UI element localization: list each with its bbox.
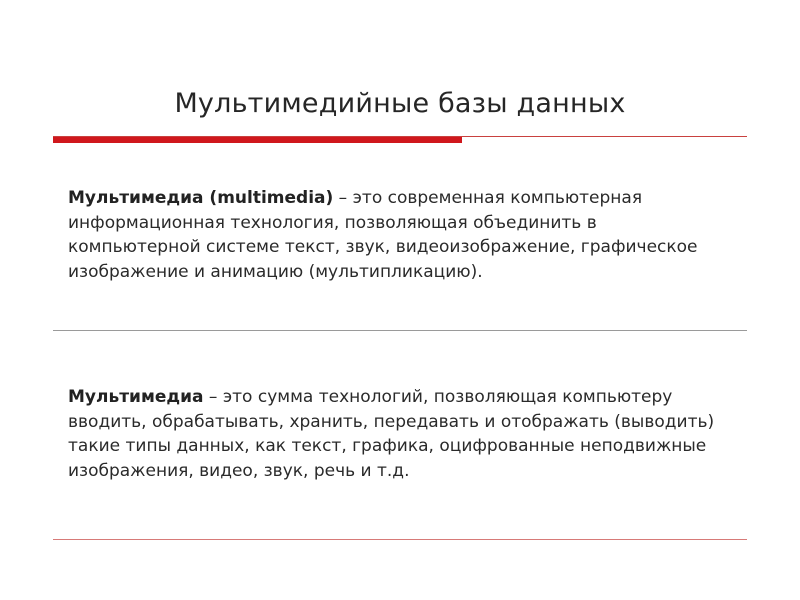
definition-text-2: – это сумма технологий, позволяющая компьютеру вводить, обрабатывать, хранить, передавать и отображать (выводить) такие типы данных, как текст, графика, оцифрованные неподвижные изображения, видео, звук, речь и т.д. <box>68 387 715 481</box>
definition-paragraph-2 <box>68 385 728 483</box>
definition-text-1: – это современная компьютерная информационная технология, позволяющая объединить в компьютерной системе текст, звук, видеоизображение, графическое изображение и анимацию (мультипликацию). <box>68 188 698 282</box>
title-accent-bar <box>53 137 462 143</box>
section-divider <box>53 330 747 331</box>
bottom-divider <box>53 539 747 540</box>
definition-paragraph-1 <box>68 186 728 284</box>
definition-term-1: Мультимедиа (multimedia) <box>68 188 334 208</box>
definition-term-2: Мультимедиа <box>68 387 204 407</box>
slide-title: Мультимедийные базы данных <box>174 88 626 119</box>
